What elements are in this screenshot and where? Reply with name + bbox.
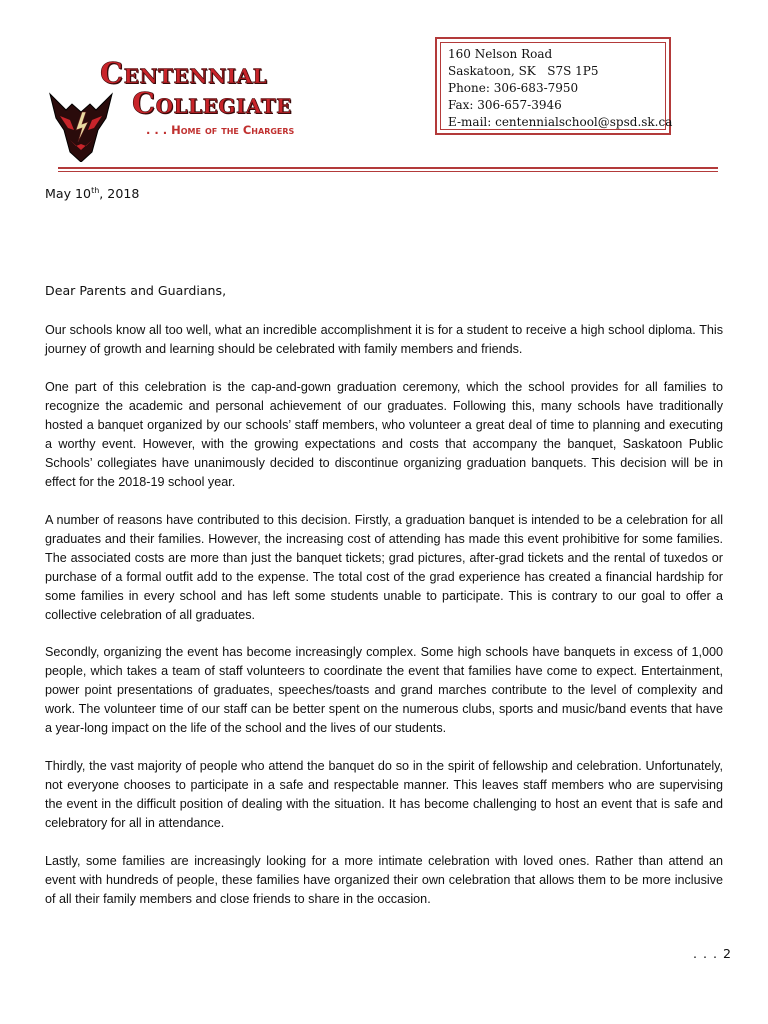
school-name-line1: Centennial xyxy=(100,56,268,90)
address-street: 160 Nelson Road xyxy=(448,47,553,61)
address-email: E-mail: centennialschool@spsd.sk.ca xyxy=(448,115,673,129)
header-rule-thin xyxy=(58,171,718,172)
school-tagline: . . . Home of the Chargers xyxy=(146,123,295,137)
letter-date xyxy=(45,186,139,201)
date-year: , 2018 xyxy=(99,186,140,202)
date-ordinal: th xyxy=(91,186,100,195)
date-main: May 10 xyxy=(45,186,92,202)
address-text xyxy=(448,46,672,131)
paragraph: A number of reasons have contributed to this decision. Firstly, a graduation banquet is intended to be a celebration for all graduates and their families. However, the increasing cost of attending has made this event prohibitive for some families. The associated costs are more than just the banquet tickets; grad pictures, after-grad tickets and the rental of tuxedos or purchase of a formal outfit add to the expense. The total cost of the grad experience has created a financial hardship for some families in every school and has left some students unable to participate. This is contrary to our goal to offer a collective celebration of all graduates. xyxy=(45,513,723,622)
address-box xyxy=(435,37,671,135)
address-fax: Fax: 306-657-3946 xyxy=(448,98,562,112)
address-phone: Phone: 306-683-7950 xyxy=(448,81,579,95)
school-name-line2: Collegiate xyxy=(132,86,292,120)
address-city: Saskatoon, SK S7S 1P5 xyxy=(448,64,599,78)
salutation: Dear Parents and Guardians, xyxy=(45,283,227,298)
page-continuation: . . . 2 xyxy=(693,946,733,961)
paragraph: Thirdly, the vast majority of people who attend the banquet do so in the spirit of fellowship and celebration. Unfortunately, not everyone chooses to participate in a safe and respectable manner. This leaves staff members who are supervising the event in the difficult position of dealing with the situation. It has become challenging to host an event that is safe and celebratory for all in attendance. xyxy=(45,759,723,830)
paragraph: One part of this celebration is the cap-and-gown graduation ceremony, which the school provides for all families to recognize the academic and personal achievement of our graduates. Following this, many schools have traditionally hosted a banquet organized by our schools’ staff members, who volunteer a great deal of time to planning and executing a worthy event. However, with the growing expectations and costs that accompany the banquet, Saskatoon Public Schools’ collegiates have unanimously decided to discontinue organizing graduation banquets. This decision will be in effect for the 2018-19 school year. xyxy=(45,380,723,489)
school-logo xyxy=(46,56,366,166)
paragraph: Lastly, some families are increasingly looking for a more intimate celebration with loved ones. Rather than attend an event with hundreds of people, these families have organized their own celebration that allows them to be more inclusive of all their family members and close friends to share in the occasion. xyxy=(45,854,723,906)
paragraph: Our schools know all too well, what an incredible accomplishment it is for a student to receive a high school diploma. This journey of growth and learning should be celebrated with family members and friends. xyxy=(45,323,723,356)
charger-mascot-icon xyxy=(46,86,116,162)
header-rule-thick xyxy=(58,167,718,169)
paragraph: Secondly, organizing the event has become increasingly complex. Some high schools have banquets in excess of 1,000 people, which takes a team of staff volunteers to coordinate the event that families have come to expect. Entertainment, power point presentations of graduates, speeches/toasts and grand marches contribute to the level of complexity and work. The volunteer time of our staff can be better spent on the numerous clubs, sports and music/band events that have a year-long impact on the life of the school and the lives of our students. xyxy=(45,645,723,735)
